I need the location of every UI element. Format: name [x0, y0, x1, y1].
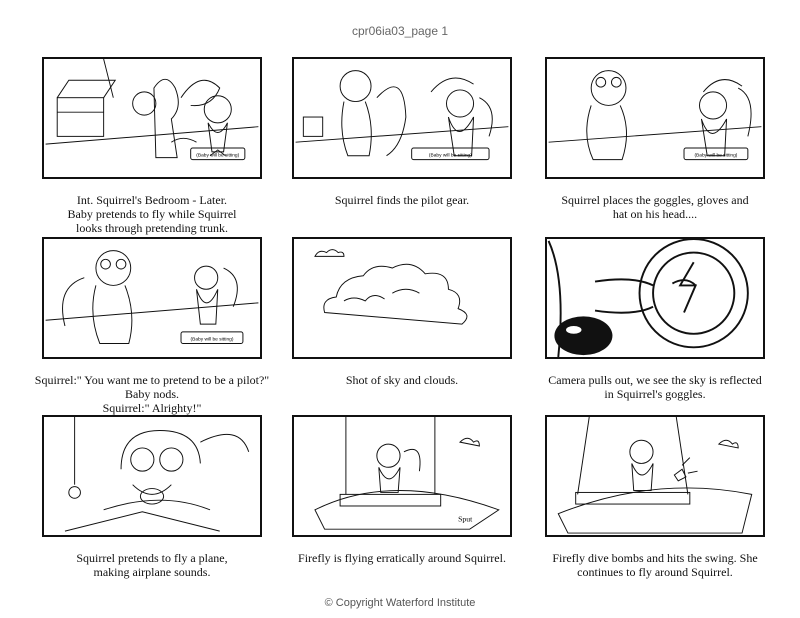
panel-3-note: (Baby will be sitting) — [694, 153, 738, 159]
storyboard-panel-9 — [545, 415, 765, 537]
storyboard-panel-4 — [42, 237, 262, 359]
panel-4-sketch — [44, 239, 260, 357]
panel-3-caption: Squirrel places the goggles, gloves and hat on his head.... — [561, 193, 749, 221]
storyboard-panel-5 — [292, 237, 512, 359]
storyboard-panel-1 — [42, 57, 262, 179]
panel-8-sound-effect: Sput — [458, 514, 473, 524]
panel-1-note: (Baby will be sitting) — [196, 153, 240, 159]
page-title: cpr06ia03_page 1 — [351, 24, 449, 38]
panel-8-caption: Firefly is flying erratically around Squirrel. — [298, 551, 506, 565]
storyboard-panel-3 — [545, 57, 765, 179]
panel-2-caption: Squirrel finds the pilot gear. — [334, 193, 470, 207]
panel-9-sketch — [547, 417, 763, 535]
panel-5-caption: Shot of sky and clouds. — [345, 373, 459, 387]
panel-6-sketch — [547, 239, 763, 357]
panel-5-sketch — [294, 239, 510, 357]
panel-4-caption: Squirrel:" You want me to pretend to be a pilot?" Baby nods. Squirrel:" Alrighty!" — [34, 373, 270, 415]
storyboard-panel-6 — [545, 237, 765, 359]
panel-1-sketch — [44, 59, 260, 177]
copyright-footer: © Copyright Waterford Institute — [324, 597, 476, 609]
panel-1-caption: Int. Squirrel's Bedroom - Later. Baby pretends to fly while Squirrel looks through pretending trunk. — [67, 193, 237, 235]
panel-7-sketch — [44, 417, 260, 535]
storyboard-panel-8 — [292, 415, 512, 537]
panel-4-note: (Baby will be sitting) — [190, 337, 234, 343]
panel-3-sketch — [547, 59, 763, 177]
storyboard-panel-2 — [292, 57, 512, 179]
panel-6-caption: Camera pulls out, we see the sky is reflected in Squirrel's goggles. — [548, 373, 762, 401]
panel-7-caption: Squirrel pretends to fly a plane, making airplane sounds. — [76, 551, 228, 579]
panel-9-caption: Firefly dive bombs and hits the swing. She continues to fly around Squirrel. — [552, 551, 758, 579]
storyboard-panel-7 — [42, 415, 262, 537]
panel-2-sketch — [294, 59, 510, 177]
panel-2-note: (Baby will be sitting) — [428, 153, 472, 159]
panel-8-sketch — [294, 417, 510, 535]
